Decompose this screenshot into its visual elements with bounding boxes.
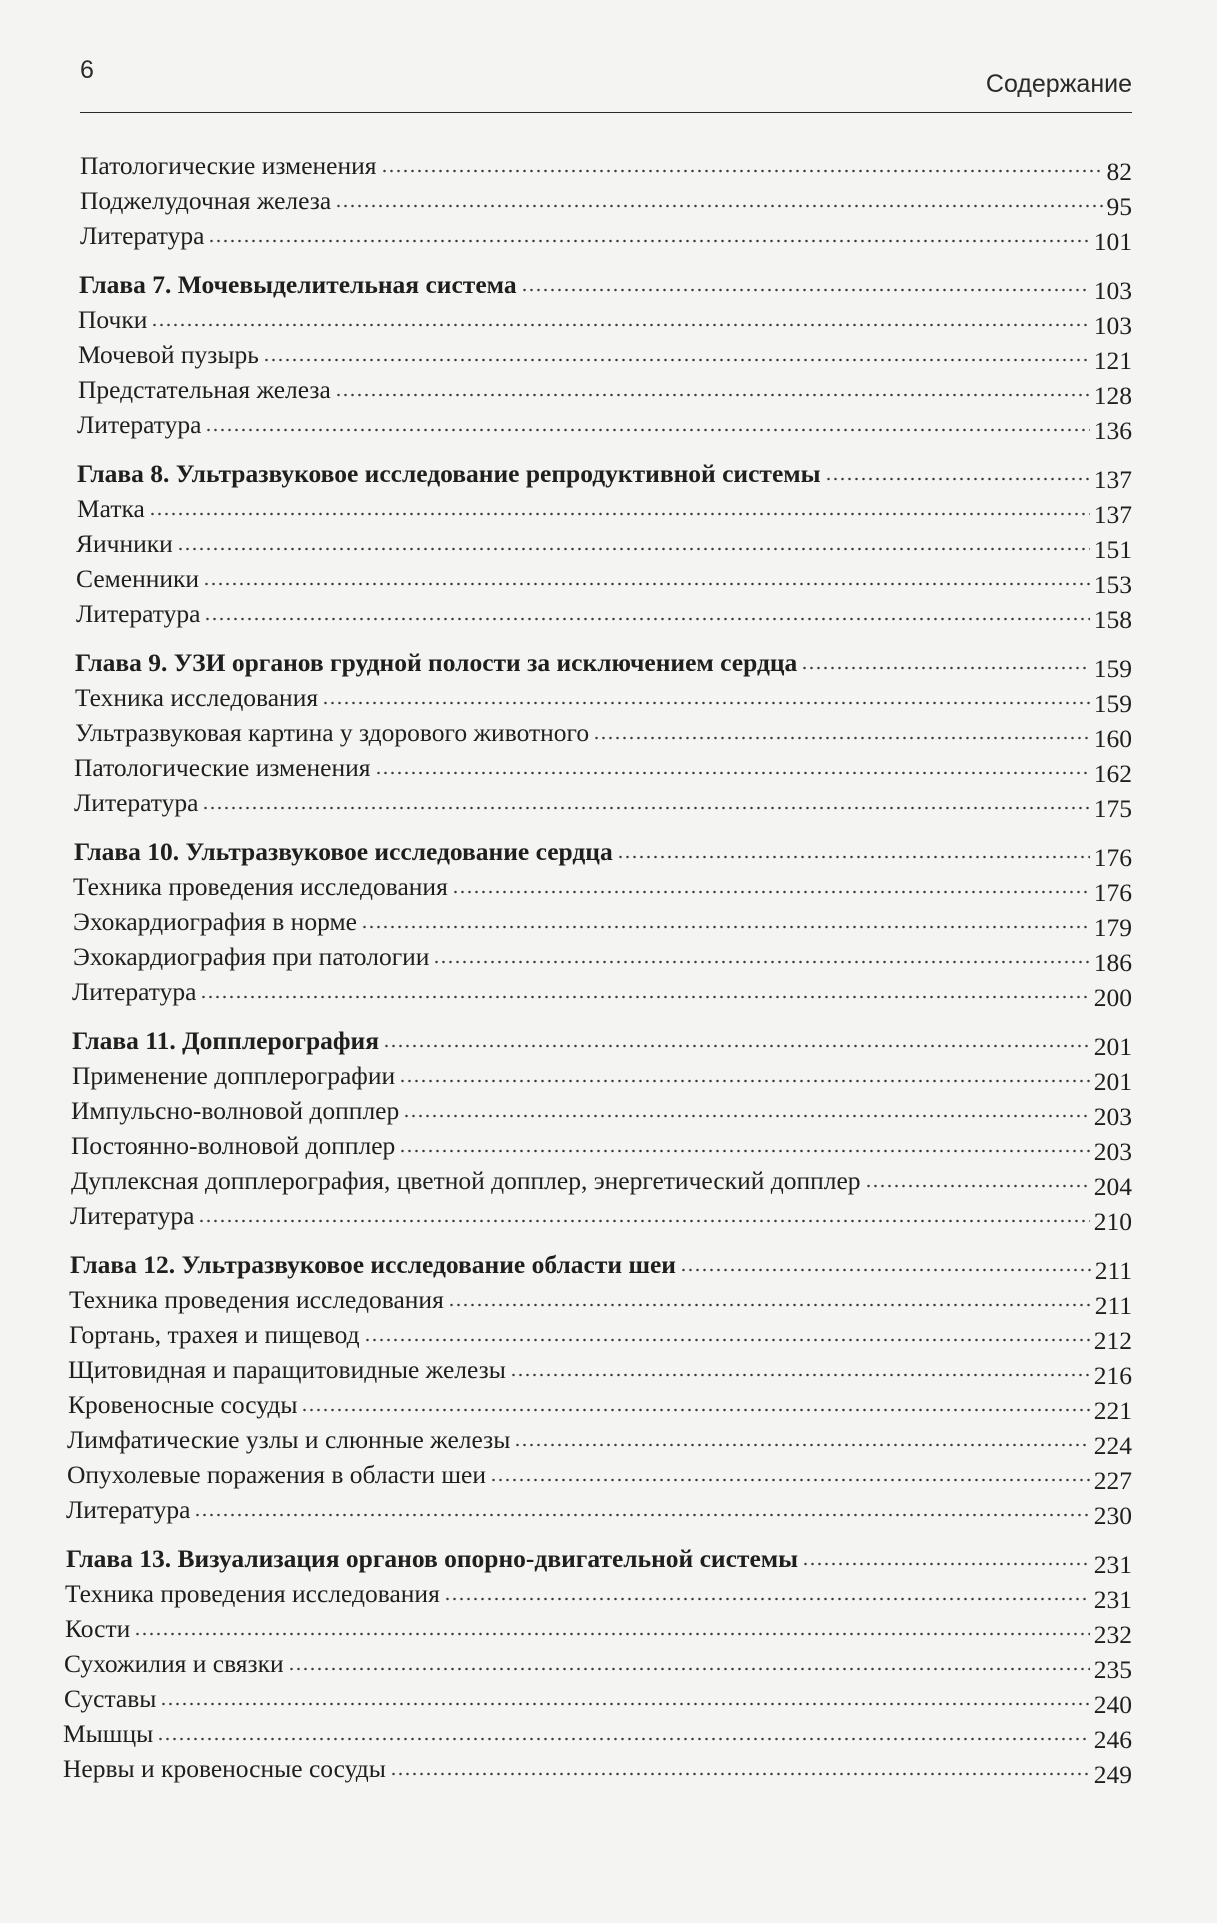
toc-chapter-entry [62, 824, 1132, 872]
dot-leader [375, 770, 1090, 776]
dot-leader [433, 959, 1089, 965]
toc-entry-title: Применение допплерографии [72, 1061, 396, 1090]
toc-entry-title: Суставы [64, 1684, 157, 1713]
toc-entry-title: Техника проведения исследования [73, 872, 448, 901]
toc-entry-page-number: 211 [1094, 1291, 1132, 1320]
toc-entry-page-number: 201 [1093, 1032, 1132, 1061]
toc-entry-page-number: 153 [1093, 570, 1132, 599]
toc-entry-title: Литература [70, 1201, 195, 1230]
toc-entry-page-number: 186 [1093, 948, 1132, 977]
toc-entry-title: Эхокардиография в норме [73, 907, 357, 936]
dot-leader [263, 357, 1090, 363]
dot-leader [194, 1512, 1089, 1518]
toc-section-entry [62, 866, 1132, 907]
toc-entry-title: Сухожилия и связки [64, 1649, 284, 1678]
toc-section-entry [62, 1573, 1132, 1614]
dot-leader [448, 1302, 1091, 1308]
toc-section-entry [62, 1678, 1132, 1719]
toc-entry-title: Патологические изменения [74, 753, 371, 782]
toc-chapter-entry [62, 257, 1132, 305]
toc-entry-title: Литература [77, 410, 202, 439]
toc-entry-title: Опухолевые поражения в области шеи [67, 1460, 487, 1489]
dot-leader [521, 287, 1090, 293]
dot-leader [203, 581, 1090, 587]
toc-section-entry [62, 782, 1132, 823]
toc-entry-title: Техника проведения исследования [65, 1579, 440, 1608]
toc-entry-page-number: 121 [1093, 346, 1132, 375]
toc-entry-page-number: 176 [1093, 843, 1132, 872]
toc-entry-page-number: 128 [1093, 381, 1132, 410]
toc-entry-page-number: 246 [1093, 1725, 1132, 1754]
toc-entry-title: Литература [66, 1495, 191, 1524]
toc-entry-page-number: 249 [1093, 1760, 1132, 1789]
toc-entry-page-number: 179 [1093, 913, 1132, 942]
toc-entry-page-number: 200 [1093, 983, 1132, 1012]
toc-chapter-entry [62, 1237, 1132, 1285]
toc-entry-title: Щитовидная и паращитовидные железы [68, 1355, 506, 1384]
toc-section-entry [62, 180, 1132, 221]
toc-section-entry [62, 901, 1132, 942]
toc-entry-page-number: 159 [1093, 654, 1132, 683]
toc-entry-title: Литература [76, 599, 201, 628]
toc-entry-title: Кости [65, 1614, 131, 1643]
toc-entry-page-number: 211 [1094, 1256, 1132, 1285]
toc-section-entry [62, 1748, 1132, 1789]
toc-entry-title: Поджелудочная железа [80, 186, 332, 215]
toc-entry-page-number: 103 [1093, 311, 1132, 340]
toc-entry-page-number: 227 [1093, 1466, 1132, 1495]
toc-entry-title: Литература [72, 977, 197, 1006]
toc-entry-title: Техника проведения исследования [69, 1285, 444, 1314]
toc-entry-page-number: 82 [1106, 157, 1132, 186]
dot-leader [208, 238, 1089, 244]
toc-section-entry [62, 1384, 1132, 1425]
toc-entry-page-number: 224 [1093, 1431, 1132, 1460]
dot-leader [383, 1043, 1090, 1049]
toc-section-entry [62, 1160, 1132, 1201]
toc-entry-page-number: 232 [1093, 1620, 1132, 1649]
toc-entry-title: Кровеносные сосуды [68, 1390, 298, 1419]
toc-chapter-entry [62, 446, 1132, 494]
running-head: Содержание [985, 70, 1132, 98]
dot-leader [452, 889, 1090, 895]
toc-section-entry [62, 1349, 1132, 1390]
dot-leader [361, 924, 1090, 930]
dot-leader [134, 1631, 1090, 1637]
toc-section-entry [62, 404, 1132, 445]
toc-section-entry [62, 747, 1132, 788]
toc-section-entry [62, 936, 1132, 977]
toc-section-entry [62, 1419, 1132, 1460]
toc-entry-title: Глава 7. Мочевыделительная система [79, 270, 517, 299]
toc-chapter-entry [62, 1531, 1132, 1579]
toc-chapter-entry [62, 1013, 1132, 1061]
dot-leader [865, 1183, 1090, 1189]
toc-entry-title: Эхокардиография при патологии [73, 942, 430, 971]
toc-entry-title: Дуплексная допплерография, цветной допплер, энергетический допплер [71, 1166, 861, 1195]
toc-entry-title: Импульсно-волновой допплер [71, 1096, 400, 1125]
toc-entry-title: Ультразвуковая картина у здорового животного [75, 718, 590, 747]
dot-leader [381, 168, 1103, 174]
toc-section-entry [62, 971, 1132, 1012]
toc-section-entry [62, 558, 1132, 599]
toc-entry-page-number: 231 [1093, 1585, 1132, 1614]
toc-entry-page-number: 230 [1093, 1501, 1132, 1530]
dot-leader [177, 546, 1090, 552]
toc-chapter-entry [62, 635, 1132, 683]
dot-leader [801, 665, 1089, 671]
toc-section-entry [62, 677, 1132, 718]
toc-section-entry [62, 1195, 1132, 1236]
dot-leader [335, 203, 1102, 209]
toc-entry-page-number: 203 [1093, 1102, 1132, 1131]
toc-entry-title: Матка [77, 494, 145, 523]
dot-leader [322, 700, 1090, 706]
toc-entry-title: Глава 13. Визуализация органов опорно-двигательной системы [66, 1544, 799, 1573]
toc-section-entry [62, 369, 1132, 410]
toc-entry-title: Глава 8. Ультразвуковое исследование репродуктивной системы [77, 459, 821, 488]
page-number: 6 [80, 56, 94, 84]
dot-leader [202, 805, 1089, 811]
toc-entry-title: Глава 10. Ультразвуковое исследование сердца [74, 837, 613, 866]
toc-section-entry [62, 1279, 1132, 1320]
dot-leader [200, 994, 1089, 1000]
toc-entry-title: Нервы и кровеносные сосуды [63, 1754, 386, 1783]
page-header [80, 0, 1132, 113]
toc-section-entry [62, 334, 1132, 375]
toc-section-entry [62, 145, 1132, 186]
toc-entry-page-number: 95 [1106, 192, 1132, 221]
dot-leader [510, 1372, 1090, 1378]
toc-section-entry [62, 593, 1132, 634]
toc-entry-page-number: 231 [1093, 1550, 1132, 1579]
dot-leader [490, 1477, 1090, 1483]
toc-entry-title: Мышцы [63, 1719, 154, 1748]
toc-entry-title: Литература [74, 788, 199, 817]
toc-section-entry [62, 488, 1132, 529]
dot-leader [399, 1148, 1089, 1154]
toc-entry-page-number: 136 [1093, 416, 1132, 445]
toc-entry-title: Почки [78, 305, 148, 334]
toc-entry-title: Яичники [76, 529, 173, 558]
toc-entry-page-number: 176 [1093, 878, 1132, 907]
toc-entry-title: Предстательная железа [78, 375, 331, 404]
toc-entry-page-number: 158 [1093, 605, 1132, 634]
toc-entry-page-number: 204 [1093, 1172, 1132, 1201]
toc-section-entry [62, 523, 1132, 564]
toc-entry-title: Гортань, трахея и пищевод [69, 1320, 360, 1349]
toc-section-entry [62, 215, 1132, 256]
dot-leader [149, 511, 1090, 517]
toc-entry-page-number: 240 [1093, 1690, 1132, 1719]
dot-leader [335, 392, 1090, 398]
toc-entry-page-number: 221 [1093, 1396, 1132, 1425]
dot-leader [593, 735, 1090, 741]
dot-leader [151, 322, 1089, 328]
dot-leader [198, 1218, 1089, 1224]
toc-entry-page-number: 137 [1093, 500, 1132, 529]
toc-entry-title: Литература [80, 221, 205, 250]
toc-entry-page-number: 151 [1093, 535, 1132, 564]
table-of-contents [62, 145, 1132, 1789]
toc-section-entry [62, 299, 1132, 340]
toc-entry-page-number: 201 [1093, 1067, 1132, 1096]
toc-entry-page-number: 235 [1093, 1655, 1132, 1684]
dot-leader [802, 1561, 1090, 1567]
toc-entry-page-number: 216 [1093, 1361, 1132, 1390]
toc-entry-title: Глава 11. Допплерография [72, 1026, 380, 1055]
toc-entry-page-number: 160 [1093, 724, 1132, 753]
toc-entry-page-number: 203 [1093, 1137, 1132, 1166]
toc-entry-title: Техника исследования [75, 683, 319, 712]
dot-leader [399, 1078, 1090, 1084]
toc-section-entry [62, 1090, 1132, 1131]
toc-section-entry [62, 1643, 1132, 1684]
toc-entry-page-number: 137 [1093, 465, 1132, 494]
dot-leader [444, 1596, 1090, 1602]
toc-entry-page-number: 210 [1093, 1207, 1132, 1236]
toc-entry-title: Лимфатические узлы и слюнные железы [67, 1425, 511, 1454]
toc-section-entry [62, 1314, 1132, 1355]
dot-leader [680, 1267, 1091, 1273]
toc-section-entry [62, 1713, 1132, 1754]
toc-entry-page-number: 175 [1093, 794, 1132, 823]
toc-entry-title: Мочевой пузырь [78, 340, 259, 369]
dot-leader [514, 1442, 1089, 1448]
toc-entry-page-number: 212 [1093, 1326, 1132, 1355]
toc-section-entry [62, 712, 1132, 753]
toc-section-entry [62, 1055, 1132, 1096]
dot-leader [617, 854, 1090, 860]
dot-leader [825, 476, 1090, 482]
dot-leader [288, 1666, 1090, 1672]
toc-entry-title: Постоянно-волновой допплер [71, 1131, 396, 1160]
toc-section-entry [62, 1125, 1132, 1166]
toc-entry-page-number: 159 [1093, 689, 1132, 718]
toc-section-entry [62, 1608, 1132, 1649]
toc-entry-title: Патологические изменения [80, 151, 377, 180]
dot-leader [390, 1771, 1090, 1777]
dot-leader [301, 1407, 1089, 1413]
toc-section-entry [62, 1489, 1132, 1530]
toc-entry-title: Семенники [76, 564, 200, 593]
toc-entry-page-number: 162 [1093, 759, 1132, 788]
toc-section-entry [62, 1454, 1132, 1495]
dot-leader [403, 1113, 1090, 1119]
toc-entry-page-number: 101 [1093, 227, 1132, 256]
dot-leader [157, 1736, 1090, 1742]
dot-leader [364, 1337, 1090, 1343]
toc-entry-page-number: 103 [1093, 276, 1132, 305]
dot-leader [204, 616, 1089, 622]
dot-leader [160, 1701, 1089, 1707]
dot-leader [205, 427, 1089, 433]
toc-entry-title: Глава 9. УЗИ органов грудной полости за исключением сердца [75, 648, 798, 677]
toc-entry-title: Глава 12. Ультразвуковое исследование области шеи [70, 1250, 676, 1279]
